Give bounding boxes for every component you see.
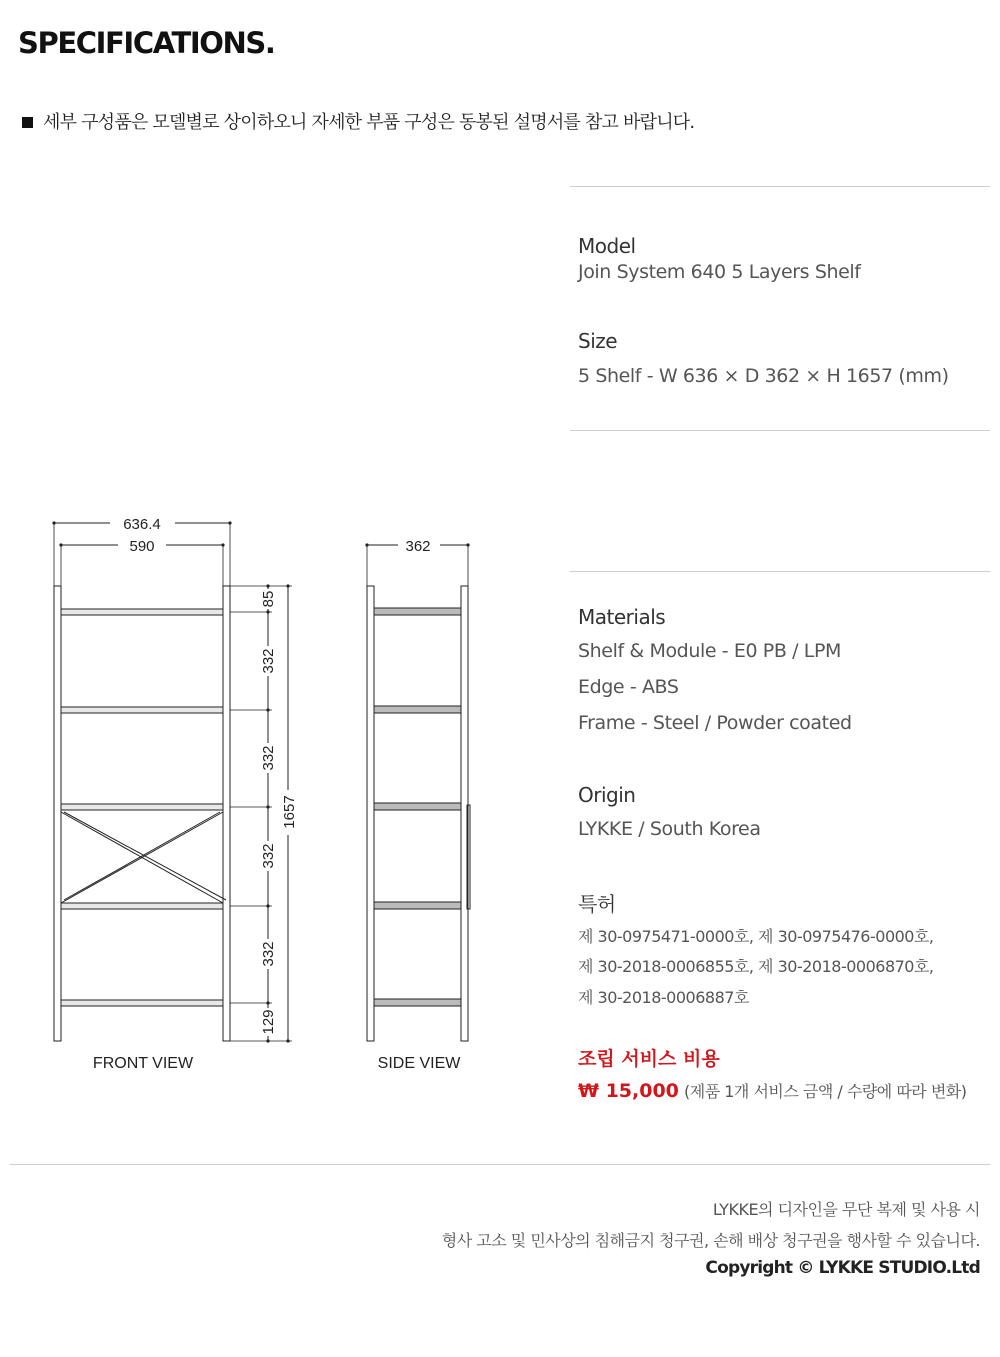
model-label: Model xyxy=(578,234,636,258)
dim-spacing: 332 xyxy=(260,745,277,771)
dim-outer-width: 636.4 xyxy=(123,516,161,533)
footer-warning-line2: 형사 고소 및 민사상의 침해금지 청구권, 손해 배상 청구권을 행사할 수 있습니다. xyxy=(441,1231,980,1250)
assembly-notice xyxy=(22,108,694,134)
copyright-text: Copyright © LYKKE STUDIO.Ltd xyxy=(705,1258,980,1278)
side-shelf xyxy=(374,608,461,615)
assembly-price: ₩ 15,000 xyxy=(578,1080,679,1102)
side-shelf xyxy=(374,706,461,713)
origin-value: LYKKE / South Korea xyxy=(578,818,761,840)
side-shelf xyxy=(374,999,461,1006)
size-label: Size xyxy=(578,329,618,353)
front-shelf xyxy=(61,1000,223,1006)
dim-depth: 362 xyxy=(405,538,431,555)
patent-line: 제 30-0975471-0000호, 제 30-0975476-0000호, xyxy=(578,927,934,946)
materials-item: Shelf & Module - E0 PB / LPM xyxy=(578,640,842,662)
patent-label: 특허 xyxy=(578,892,616,916)
dim-spacing: 332 xyxy=(260,941,277,967)
size-value: 5 Shelf - W 636 × D 362 × H 1657 (mm) xyxy=(578,365,949,387)
model-value: Join System 640 5 Layers Shelf xyxy=(578,261,861,283)
front-view-label: FRONT VIEW xyxy=(92,1055,194,1072)
dim-top: 85 xyxy=(260,590,277,608)
spec-divider-mid xyxy=(570,430,990,431)
patent-line: 제 30-2018-0006887호 xyxy=(578,988,749,1007)
front-shelf xyxy=(61,609,223,615)
front-right-post xyxy=(223,586,230,1041)
patent-line: 제 30-2018-0006855호, 제 30-2018-0006870호, xyxy=(578,957,934,976)
assembly-price-row xyxy=(578,1079,967,1102)
side-shelf xyxy=(374,902,461,909)
assembly-service-label: 조립 서비스 비용 xyxy=(578,1048,720,1070)
page-title: SPECIFICATIONS. xyxy=(18,26,275,60)
dim-bottom: 129 xyxy=(260,1009,277,1035)
materials-item: Edge - ABS xyxy=(578,676,679,698)
side-view-label: SIDE VIEW xyxy=(377,1055,461,1072)
footer-warning-line1: LYKKE의 디자인을 무단 복제 및 사용 시 xyxy=(712,1200,980,1219)
front-shelf xyxy=(61,707,223,713)
spec-divider-lower xyxy=(570,571,990,572)
spec-divider-top xyxy=(570,186,990,187)
notice-text: 세부 구성품은 모델별로 상이하오니 자세한 부품 구성은 동봉된 설명서를 참고 바랍니다. xyxy=(43,112,695,133)
materials-label: Materials xyxy=(578,605,666,629)
front-left-post xyxy=(54,586,61,1041)
dim-inner-width: 590 xyxy=(129,538,155,555)
side-left-post xyxy=(367,586,374,1041)
square-bullet-icon xyxy=(22,117,33,128)
dim-spacing: 332 xyxy=(260,843,277,869)
front-shelf xyxy=(61,804,223,810)
assembly-price-note: (제품 1개 서비스 금액 / 수량에 따라 변화) xyxy=(684,1082,967,1101)
footer-divider xyxy=(10,1164,990,1165)
shelf-technical-drawing xyxy=(0,500,560,1090)
dim-spacing: 332 xyxy=(260,648,277,674)
front-shelf xyxy=(61,903,223,909)
materials-item: Frame - Steel / Powder coated xyxy=(578,712,852,734)
origin-label: Origin xyxy=(578,783,636,807)
side-shelf xyxy=(374,803,461,810)
dim-height: 1657 xyxy=(281,795,298,829)
